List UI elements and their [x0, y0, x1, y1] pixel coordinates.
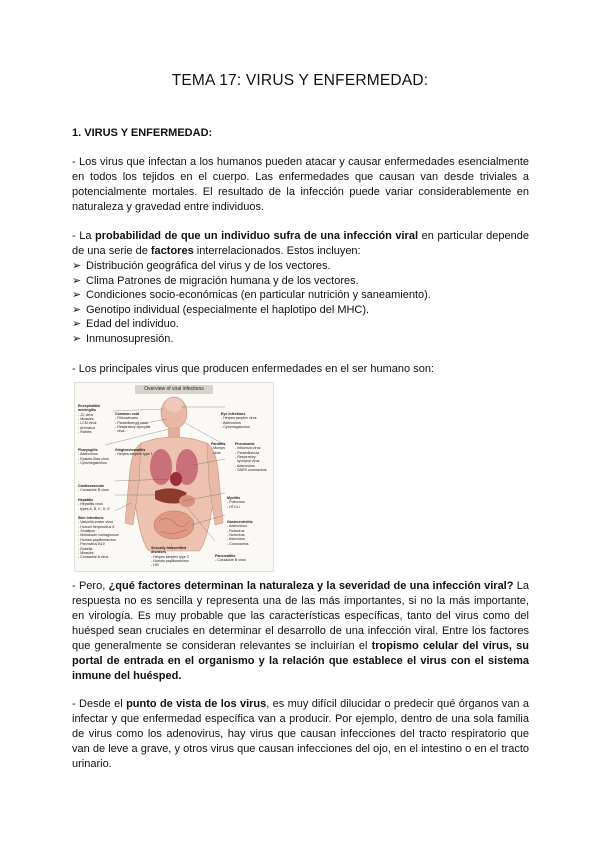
arrow-bullet-icon: ➢: [72, 332, 82, 345]
paragraph-virus-viewpoint: [72, 697, 529, 772]
arrow-bullet-icon: ➢: [72, 303, 82, 316]
figure-label: [215, 545, 246, 567]
figure-label-items: - Coxsackie B virus: [78, 488, 109, 493]
figure-label-items: - Mumps virus: [211, 446, 225, 455]
figure-label-heading: Encephalitis/ meningitis: [78, 403, 101, 413]
figure-label: [78, 439, 109, 470]
arrow-bullet-icon: ➢: [72, 260, 82, 272]
list-item: [72, 274, 529, 289]
text-run: - Desde el: [72, 698, 127, 710]
figure-label-items: - Hepatitis virus types A, B, C, D, E: [78, 502, 110, 511]
paragraph-severity: [72, 579, 529, 684]
figure-label-items: - Herpes simplex type 1: [115, 452, 153, 457]
figure-label-heading: Myelitis: [227, 495, 241, 500]
figure-label-heading: Common cold: [115, 411, 139, 416]
list-item: [72, 317, 529, 332]
bold-text: punto de vista de los virus: [126, 698, 267, 710]
figure-label: [151, 537, 189, 572]
figure-label-heading: Parotitis: [211, 441, 226, 446]
figure-label-items: - Poliovirus - HTLV-I: [227, 500, 245, 509]
figure-label: [78, 507, 119, 564]
page-title: TEMA 17: VIRUS Y ENFERMEDAD:: [171, 72, 429, 89]
list-item: [72, 288, 529, 303]
list-item-text: Condiciones socio-económicas (en particular nutrición y saneamiento).: [86, 289, 431, 302]
arrow-bullet-icon: ➢: [72, 274, 82, 287]
figure-label-items: - Rhinoviruses - Parainfluenza virus - Respiratory syncytial virus: [115, 416, 151, 434]
figure-label-items: - Varicella zoster virus - Human herpesvirus 6 - Smallpox - Molluscum contagiosum - Human papillomavirus - Parvovirus B19 - Rubella - Measles - Coxsackie A virus: [78, 520, 119, 560]
figure-label-heading: Gingivostomatitis: [115, 447, 146, 452]
text-run: - Pero,: [72, 580, 109, 592]
figure-label: [211, 433, 225, 459]
figure-label: [78, 395, 100, 439]
paragraph-intro: - Los virus que infectan a los humanos pueden atacar y causar enfermedades esencialmente en todos los tejidos en el cuerpo. Las enfermedades que causan van desde triviales a potencialmente mortales. El resultado de la infección puede variar considerablemente en naturaleza y gravedad entre individuos.: [72, 156, 529, 213]
arrow-bullet-icon: ➢: [72, 289, 82, 302]
figure-title: Overview of viral infections: [135, 385, 213, 394]
text-run: interrelacionados. Estos incluyen:: [193, 245, 361, 257]
bold-text: probabilidad de que un individuo sufra de una infección viral: [95, 230, 419, 242]
list-item: [72, 259, 529, 274]
figure-label-heading: Cardiovascular: [78, 483, 104, 488]
list-item-text: Edad del individuo.: [86, 318, 179, 331]
figure-label-items: - Herpes simplex virus - Adenovirus - Cytomegalovirus: [221, 416, 257, 430]
figure-label-items: - Influenza virus - Parainfluenza - Respiratory syncytial virus - Adenovirus - SARS coronavirus: [235, 446, 267, 473]
list-item: [72, 303, 529, 318]
paragraph-figure-intro: - Los principales virus que producen enfermedades en el ser humano son:: [72, 363, 434, 375]
text-run: - La: [72, 230, 96, 242]
list-item-text: Inmunosupresión.: [86, 332, 174, 345]
figure-label-heading: Pancreatitis: [215, 553, 236, 558]
figure-label-items: - Coxsackie B virus: [215, 558, 246, 563]
list-item: [72, 332, 529, 347]
factor-list: [72, 259, 529, 347]
bold-text: ¿qué factores determinan la naturaleza y la severidad de una infección viral?: [108, 580, 514, 592]
figure-label-heading: Skin infections: [78, 515, 104, 520]
figure-label: [115, 403, 150, 438]
figure-label: [221, 403, 257, 434]
text-run: en particular depende de una serie de: [72, 230, 530, 257]
text-run: La respuesta no es sencilla y representa una de las más importantes, si no la más importante, en virología. Es muy probable que las características específicas, tanto del virus como del huésped sean cruciales en determinar el desarrollo de una infección viral. Entre los factores que generalmente se consideran relevantes se incluirían el: [72, 580, 530, 652]
figure-label-items: - JC virus - Measles - LCM virus - Arbovirus - Rabies: [78, 412, 97, 435]
figure-label-heading: Pharyngitis: [78, 447, 98, 452]
bold-text: tropismo celular del virus, su portal de entrada en el organismo y la relación que establece el virus con el sistema inmune del huésped.: [72, 640, 530, 682]
figure-label-heading: Pneumonia: [235, 441, 255, 446]
bold-text: factores: [150, 245, 194, 257]
arrow-bullet-icon: ➢: [72, 318, 82, 331]
figure-label-items: - Herpes simplex type 2 - Human papillomavirus - HIV: [151, 554, 189, 568]
list-item-text: Genotipo individual (especialmente el haplotipo del MHC).: [86, 303, 370, 316]
text-run: , es muy difícil dilucidar o predecir qué órganos van a infectar y que enfermedad específica van a producir. Por ejemplo, dentro de una sola familia de virus como los adenovirus, hay virus que causan infecciones del tracto respiratorio que van de leve a grave, y otros virus que causan infecciones del ojo, en el intestino o en el tracto urinario.: [72, 698, 529, 770]
figure-label-heading: Gastroenteritis: [227, 519, 253, 524]
figure-label: [115, 439, 153, 461]
section-heading: 1. VIRUS Y ENFERMEDAD:: [72, 127, 213, 139]
figure-label-items: - Adenovirus - Rotavirus - Norovirus - Astrovirus - Coronavirus: [227, 524, 249, 546]
figure-label-heading: Hepatitis: [78, 497, 94, 502]
list-item-text: Clima Patrones de migración humana y de los vectores.: [86, 274, 359, 287]
figure-label: [227, 487, 245, 513]
figure-label-heading: Sexually transmitted diseases: [151, 545, 187, 555]
list-item-text: Distribución geográfica del virus y de los vectores.: [86, 260, 331, 272]
figure-label: [235, 433, 267, 477]
paragraph-factors: [72, 229, 529, 347]
figure-label-items: - Adenovirus - Epstein-Barr virus - Cytomegalovirus: [78, 452, 109, 466]
viral-infections-figure: [74, 382, 274, 572]
figure-label-heading: Eye infections: [221, 411, 246, 416]
